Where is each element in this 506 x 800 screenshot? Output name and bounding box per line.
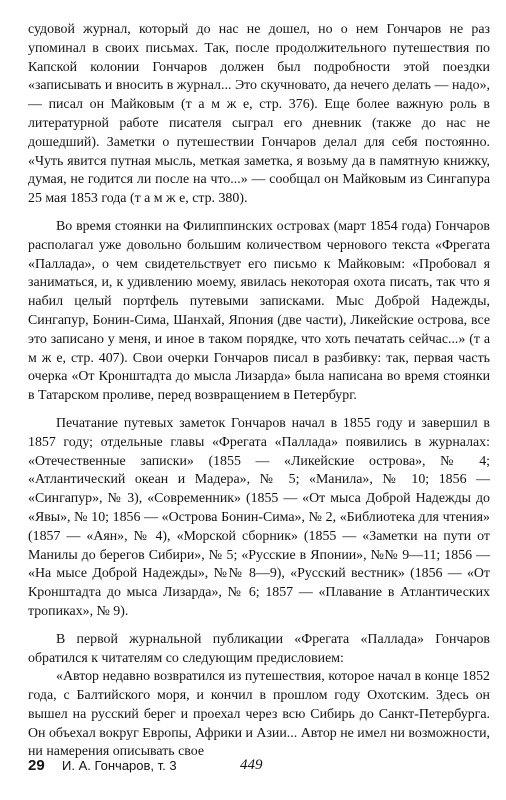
paragraph-4: В первой журнальной публикации «Фрегата «Паллада» Гончаров обратился к читателям со следующим предисловием: <box>28 631 490 666</box>
signature-text: И. А. Гончаров, т. 3 <box>62 758 177 773</box>
signature-number: 29 <box>28 757 45 774</box>
paragraph-2: Во время стоянки на Филиппинских островах (март 1854 года) Гончаров располагал уже довольно большим количеством чернового текста «Фрегата «Паллада», о чем свидетельствует его письмо к Майковым: «Пробовал я заниматься, и, к удивлению моему, явилась некоторая охота писать, так что я набил целый портфель путевыми записками. Мыс Доброй Надежды, Сингапур, Бонин-Сима, Шанхай, Япония (две части), Ликейские острова, все это записано у меня, и иное в таком порядке, что хоть печатать сейчас...» (т а м ж е, стр. 407). Свои очерки Гончаров писал в разбивку: так, первая часть очерка «От Кронштадта до мысла Лизарда» была написана во время стоянки в Татарском проливе, перед возвращением в Петербург. <box>28 218 490 404</box>
paragraph-5: «Автор недавно возвратился из путешествия, которое начал в конце 1852 года, с Балтийского моря, и кончил в прошлом году Охотским. Здесь он вышел на русский берег и проехал через всю Сибирь до Санкт-Петербурга. Он объехал вокруг Европы, Африки и Азии... Автор не имел ни возможности, ни намерения описывать свое <box>28 669 490 760</box>
page-footer <box>28 757 490 779</box>
page-number: 449 <box>240 757 263 773</box>
paragraph-1: судовой журнал, который до нас не дошел, но о нем Гончаров не раз упоминал в своих письмах. Так, после продолжительного путешествия по Капской колонии Гончаров должен был подробности этой поездки «записывать и вносить в журнал... Это скучновато, да нечего делать — надо», — писал он Майковым (т а м ж е, стр. 376). Еще более важную роль в литературной работе писателя сыграл его дневник (также до нас не дошедший). Заметки о путешествии Гончаров делал для себя постоянно. «Чуть явится путная мысль, меткая заметка, я возьму да в памятную книжку, думая, не годится ли после на что...» — сообщал он Майковым из Сингапура 25 мая 1853 года (т а м ж е, стр. 380). <box>28 22 490 207</box>
paragraph-3: Печатание путевых заметок Гончаров начал в 1855 году и завершил в 1857 году; отдельные главы «Фрегата «Паллада» появились в журналах: «Отечественные записки» (1855 — «Ликейские острова», № 4; «Атлантический океан и Мадера», № 5; «Манила», № 10; 1856 — «Сингапур», № 3), «Современник» (1855 — «От мыса Доброй Надежды до «Явы», № 10; 1856 — «Острова Бонин-Сима», № 2, «Библиотека для чтения» (1857 — «Аян», № 4), «Морской сборник» (1855 — «Заметки на пути от Манилы до берегов Сибири», № 5; «Русские в Японии», №№ 9—11; 1856 — «На мысе Доброй Надежды», №№ 8—9), «Русский вестник» (1856 — «От Кронштадта до мыса Лизарда», № 6; 1857 — «Плавание в Атлантических тропиках», № 9). <box>28 415 490 619</box>
page-body <box>28 21 490 762</box>
